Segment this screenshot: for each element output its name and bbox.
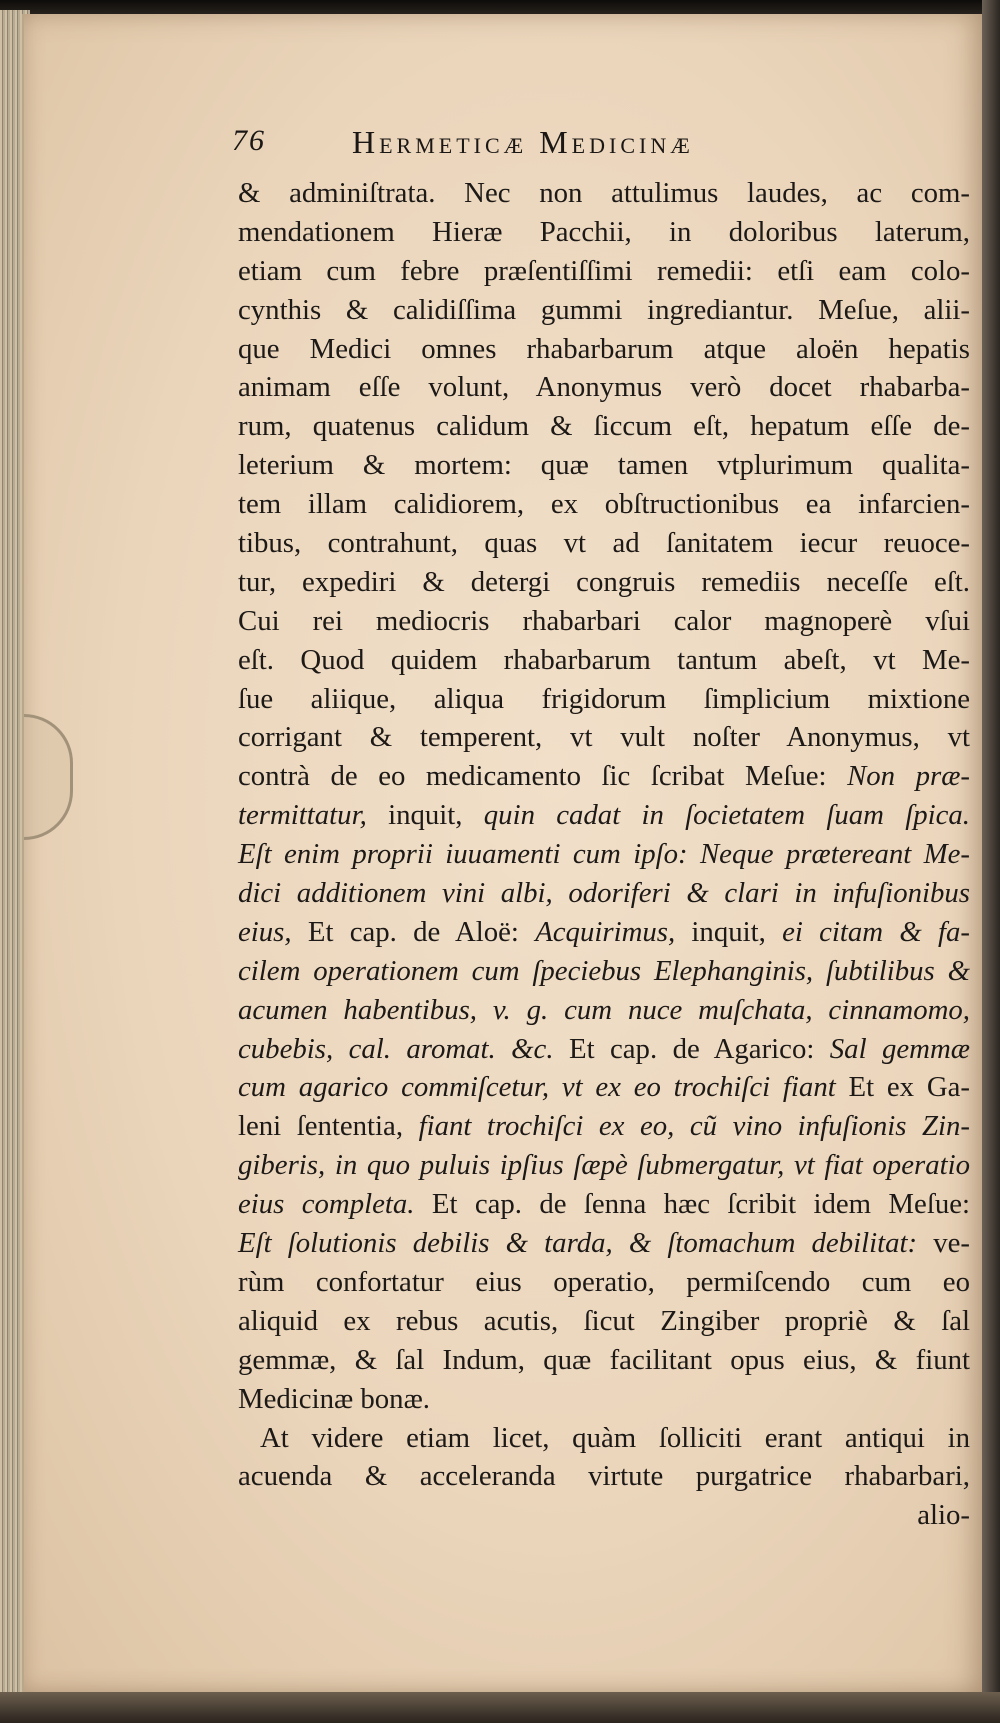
text-span: Medicinæ bonæ.: [238, 1382, 430, 1415]
italic-span: Non præ-: [847, 760, 970, 793]
text-line: [238, 174, 970, 213]
text-span: inquit,: [366, 799, 484, 832]
text-line: [238, 1263, 970, 1302]
italic-span: cum agarico commiſcetur, vt ex eo trochiſci fiant: [238, 1071, 836, 1104]
text-line: [238, 1496, 970, 1535]
text-line: [238, 874, 970, 913]
text-line: [238, 1419, 970, 1458]
text-span: acuenda & acceleranda virtute purgatrice rhabarbari,: [238, 1460, 970, 1493]
clasp-shadow: [24, 714, 73, 840]
text-line: [238, 1107, 970, 1146]
italic-span: cubebis, cal. aromat. &c.: [238, 1032, 554, 1065]
text-line: [238, 1185, 970, 1224]
text-line: [238, 680, 970, 719]
text-line: [238, 524, 970, 563]
italic-span: Acquirimus,: [535, 915, 676, 948]
text-line: [238, 1341, 970, 1380]
text-span: animam eſſe volunt, Anonymus verò docet rhabarba-: [238, 371, 970, 404]
folio-number: 76: [232, 124, 266, 157]
text-span: Et cap. de Aloë:: [291, 915, 536, 948]
text-span: [553, 877, 569, 909]
text-line: [238, 1030, 970, 1069]
text-span: contrà de eo medicamento ſic ſcribat Meſue:: [238, 760, 848, 793]
text-line: [238, 602, 970, 641]
text-span: que Medici omnes rhabarbarum atque aloën hepatis: [238, 332, 970, 365]
text-span: Et ex Ga-: [835, 1071, 970, 1104]
text-line: [238, 252, 970, 291]
italic-span: Eſt ſolutionis debilis & tarda, & ſtomachum debilitat:: [238, 1227, 918, 1260]
text-line: [238, 835, 970, 874]
text-span: eſt. Quod quidem rhabarbarum tantum abeſt, vt Me-: [238, 643, 970, 676]
italic-span: eius completa.: [238, 1188, 415, 1221]
italic-span: ei citam & fa-: [782, 915, 970, 948]
text-line: [238, 641, 970, 680]
text-line: [238, 1302, 970, 1341]
italic-span: eius,: [238, 915, 292, 948]
text-line: [238, 952, 970, 991]
text-line: [238, 718, 970, 757]
text-span: Cui rei mediocris rhabarbari calor magnoperè vſui: [238, 604, 970, 637]
text-span: alio-: [917, 1499, 970, 1532]
text-span: Et cap. de ſenna hæc ſcribit idem Meſue:: [414, 1188, 970, 1221]
bottom-shadow: [0, 1692, 1000, 1723]
text-span: tur, expediri & detergi congruis remediis neceſſe eſt.: [238, 565, 970, 598]
text-span: leterium & mortem: quæ tamen vtplurimum qualita-: [238, 449, 970, 482]
italic-span: giberis, in quo puluis ipſius ſæpè ſubmergatur, vt fiat operatio: [238, 1149, 970, 1182]
text-line: [238, 1224, 970, 1263]
text-line: [238, 446, 970, 485]
text-line: [238, 368, 970, 407]
body-text: [238, 174, 970, 1535]
text-span: rum, quatenus calidum & ſiccum eſt, hepatum eſſe de-: [238, 410, 970, 443]
running-head: Hermeticæ Medicinæ: [352, 124, 694, 160]
text-span: mendationem Hieræ Pacchii, in doloribus laterum,: [238, 215, 970, 248]
italic-span: dici additionem vini albi,: [238, 877, 553, 910]
text-line: [238, 563, 970, 602]
text-span: ſue aliique, aliqua frigidorum ſimplicium mixtione: [238, 682, 970, 715]
text-span: inquit,: [675, 915, 783, 948]
text-line: [238, 485, 970, 524]
text-line: [238, 1457, 970, 1496]
text-line: [238, 757, 970, 796]
text-span: rùm confortatur eius operatio, permiſcendo cum eo: [238, 1265, 970, 1298]
text-span: gemmæ, & ſal Indum, quæ facilitant opus eius, & fiunt: [238, 1343, 970, 1376]
text-line: [238, 407, 970, 446]
text-line: [238, 1380, 970, 1419]
text-span: tibus, contrahunt, quas vt ad ſanitatem iecur reuoce-: [238, 527, 970, 560]
text-span: Et cap. de Agarico:: [553, 1032, 830, 1065]
text-span: tem illam calidiorem, ex obſtructionibus ea infarcien-: [238, 488, 970, 521]
italic-span: fiant trochiſci ex eo, cũ vino infuſionis Zin-: [418, 1110, 970, 1143]
text-span: & adminiſtrata. Nec non attulimus laudes, ac com-: [238, 177, 970, 209]
text-span: leni ſententia,: [238, 1110, 419, 1143]
italic-span: Eſt enim proprii iuuamenti cum ipſo: Neque prætereant Me-: [238, 838, 970, 871]
text-line: [238, 796, 970, 835]
text-span: cynthis & calidiſſima gummi ingrediantur. Meſue, alii-: [238, 293, 970, 326]
italic-span: Sal gemmæ: [829, 1032, 970, 1065]
text-span: At videre etiam licet, quàm ſolliciti erant antiqui in: [260, 1421, 970, 1454]
page-header: [232, 124, 872, 172]
text-span: etiam cum febre præſentiſſimi remedii: etſi eam colo-: [238, 254, 970, 287]
italic-span: termittatur,: [238, 799, 367, 832]
text-span: corrigant & temperent, vt vult noſter Anonymus, vt: [238, 721, 970, 754]
italic-span: quin cadat in ſocietatem ſuam ſpica.: [483, 799, 971, 832]
text-span: aliquid ex rebus acutis, ſicut Zingiber propriè & ſal: [238, 1304, 970, 1337]
text-line: [238, 1068, 970, 1107]
text-line: [238, 1146, 970, 1185]
italic-span: cilem operationem cum ſpeciebus Elephanginis, ſubtilibus &: [238, 954, 970, 987]
right-shadow: [982, 0, 1000, 1723]
text-span: ve-: [917, 1227, 970, 1260]
text-line: [238, 213, 970, 252]
text-line: [238, 913, 970, 952]
text-line: [238, 330, 970, 369]
text-line: [238, 991, 970, 1030]
italic-span: acumen habentibus, v. g. cum nuce muſchata, cinnamomo,: [238, 993, 970, 1026]
italic-span: odoriferi & clari in infuſionibus: [568, 877, 970, 910]
text-line: [238, 291, 970, 330]
